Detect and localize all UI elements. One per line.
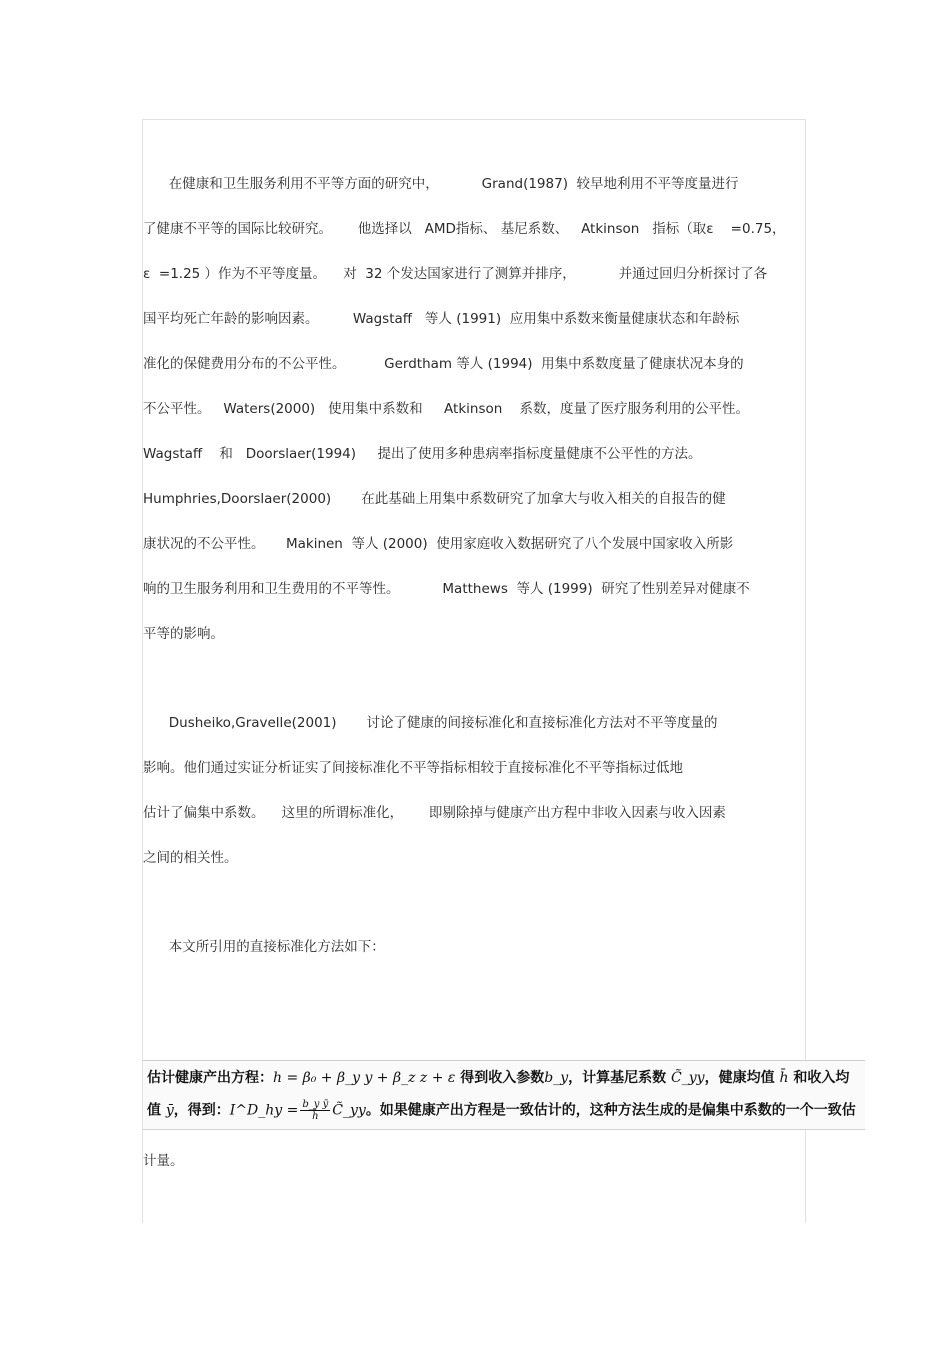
- formula-fraction: [300, 1099, 330, 1122]
- page-frame: [142, 119, 806, 1223]
- formula-text: 。如果健康产出方程是一致估计的，这种方法生成的是偏集中系数的一个一致估: [365, 1102, 856, 1119]
- formula-text: 值: [147, 1102, 166, 1119]
- text-line: 不公平性。 Waters(2000) 使用集中系数和 Atkinson 系数，度量了医疗服务利用的公平性。: [143, 401, 749, 417]
- text-line: 之间的相关性。: [143, 850, 238, 866]
- formula-image: [143, 1060, 865, 1130]
- text-line: ε =1.25 ）作为不平等度量。 对 32 个发达国家进行了测算并排序， 并通过回归分析探讨了各: [143, 266, 768, 282]
- formula-text: ，计算基尼系数: [568, 1070, 672, 1086]
- text-line: 准化的保健费用分布的不公平性。 Gerdtham 等人 (1994) 用集中系数度量了健康状况本身的: [143, 356, 744, 372]
- formula-line-2: [147, 1099, 856, 1122]
- paragraph-3: 本文所引用的直接标准化方法如下：: [143, 939, 385, 955]
- text-line: Wagstaff 和 Doorslaer(1994) 提出了使用多种患病率指标度量健康不公平性的方法。: [143, 446, 702, 462]
- formula-text: ，健康均值: [704, 1070, 780, 1086]
- tail-text: 计量。: [143, 1153, 184, 1169]
- text-line: 国平均死亡年龄的影响因素。 Wagstaff 等人 (1991) 应用集中系数来衡量健康状态和年龄标: [143, 311, 740, 327]
- formula-text: 得到收入参数: [455, 1070, 545, 1086]
- formula-symbol: h̄: [779, 1070, 789, 1086]
- formula-text: ，得到：: [173, 1102, 230, 1119]
- text-line: 康状况的不公平性。 Makinen 等人 (2000) 使用家庭收入数据研究了八个发展中国家收入所影: [143, 536, 734, 552]
- formula-text: 和收入均: [788, 1070, 850, 1086]
- text-line: 在健康和卫生服务利用不平等方面的研究中， Grand(1987) 较早地利用不平等度量进行: [143, 176, 739, 192]
- text-line: 估计了偏集中系数。 这里的所谓标准化， 即剔除掉与健康产出方程中非收入因素与收入因素: [143, 805, 726, 821]
- formula-text: 估计健康产出方程：: [147, 1070, 273, 1086]
- text-line: Dusheiko,Gravelle(2001) 讨论了健康的间接标准化和直接标准化方法对不平等度量的: [143, 715, 718, 731]
- text-line: Humphries,Doorslaer(2000) 在此基础上用集中系数研究了加拿大与收入相关的自报告的健: [143, 491, 726, 507]
- text-line: 平等的影响。: [143, 626, 224, 642]
- formula-symbol: C̃_yy: [332, 1102, 366, 1119]
- formula-symbol: I^D_hy =: [229, 1102, 299, 1119]
- fraction-numerator: b_y ȳ: [302, 1099, 329, 1110]
- formula-symbol: C̃_yy: [671, 1070, 705, 1086]
- text-line: 了健康不平等的国际比较研究。 他选择以 AMD指标、 基尼系数、 Atkinson 指标（取ε =0.75，: [143, 221, 786, 237]
- text-line: 响的卫生服务利用和卫生费用的不平等性。 Matthews 等人 (1999) 研究了性别差异对健康不: [143, 581, 750, 597]
- formula-line-1: [147, 1067, 849, 1087]
- formula-symbol: b_y: [544, 1070, 569, 1086]
- text-line: 影响。他们通过实证分析证实了间接标准化不平等指标相较于直接标准化不平等指标过低地: [143, 760, 683, 776]
- fraction-denominator: h̄: [312, 1111, 319, 1122]
- formula-equation: h = β₀ + β_y y + β_z z + ε: [273, 1070, 456, 1086]
- formula-symbol: ȳ: [165, 1102, 174, 1119]
